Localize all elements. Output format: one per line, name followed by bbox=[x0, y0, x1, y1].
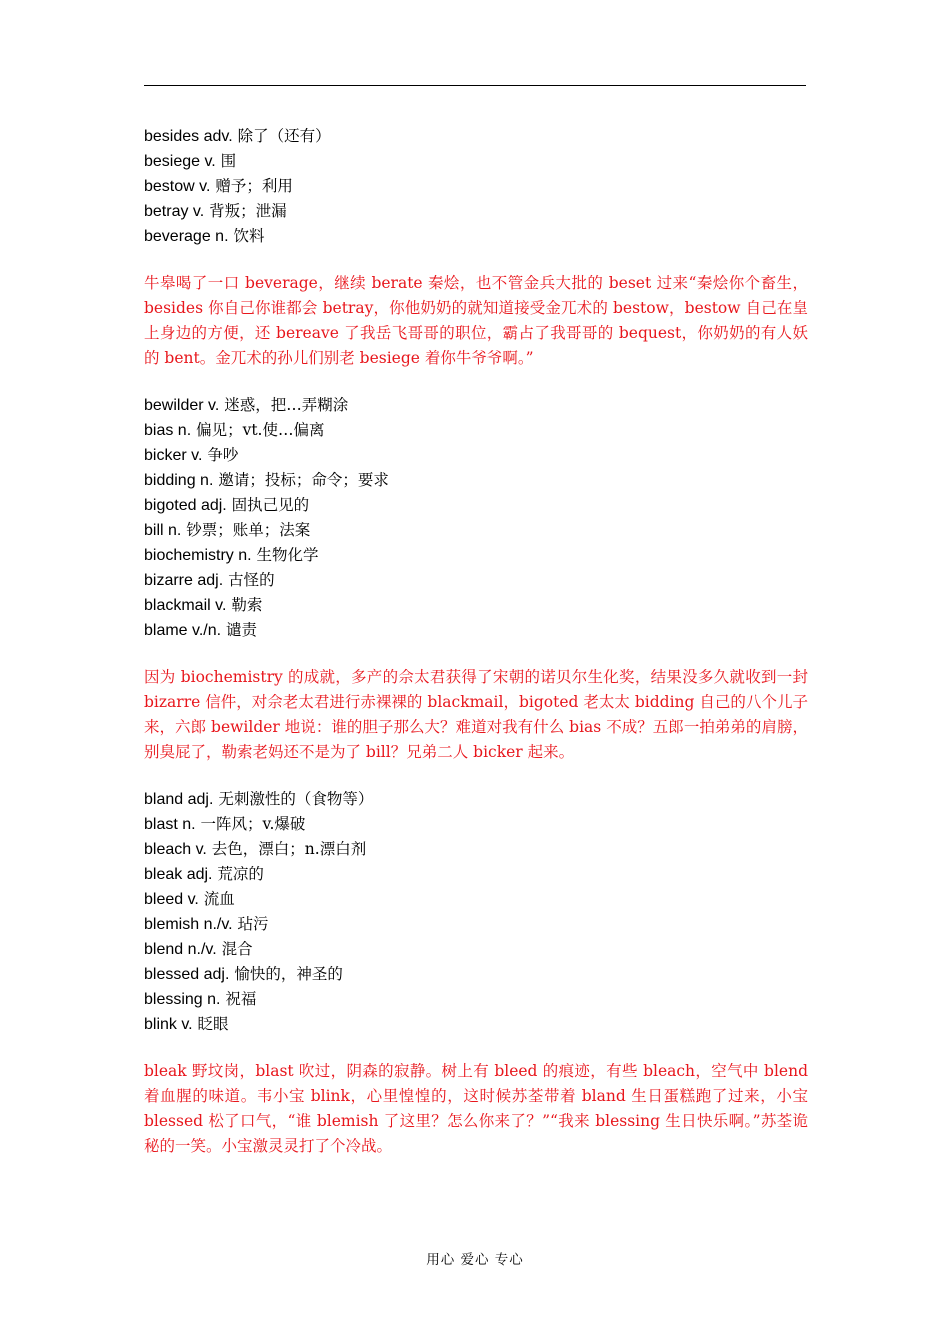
vocab-list-1 bbox=[144, 124, 808, 249]
vocab-entry bbox=[144, 862, 808, 887]
vocab-meaning: 荒凉的 bbox=[212, 865, 264, 883]
vocab-list-2 bbox=[144, 393, 808, 643]
vocab-entry bbox=[144, 837, 808, 862]
page-content bbox=[144, 124, 808, 1181]
mnemonic-story-1: 牛皋喝了一口 beverage，继续 berate 秦烩，也不管金兵大批的 beset 过来“秦烩你个畜生，besides 你自己你谁都会 betray，你他奶奶的就知道接受金兀术的 bestow，bestow 自己在皇上身边的方便，还 bereave 了我岳飞哥哥的职位，霸占了我哥哥的 bequest，你奶奶的有人妖的 bent。金兀术的孙儿们别老 besiege 着你牛爷爷啊。” bbox=[144, 274, 808, 367]
header-rule bbox=[144, 85, 806, 86]
vocab-word: bleed v. bbox=[144, 891, 199, 908]
vocab-meaning: 愉快的，神圣的 bbox=[229, 965, 343, 983]
vocab-word: besiege v. bbox=[144, 153, 216, 170]
vocab-word: beverage n. bbox=[144, 228, 229, 245]
vocab-entry bbox=[144, 937, 808, 962]
vocab-meaning: 争吵 bbox=[202, 446, 239, 464]
vocab-meaning: 无刺激性的（食物等） bbox=[213, 790, 374, 808]
vocab-entry bbox=[144, 443, 808, 468]
vocab-meaning: 迷惑，把…弄糊涂 bbox=[219, 396, 349, 414]
vocab-word: blink v. bbox=[144, 1016, 193, 1033]
vocab-word: blessing n. bbox=[144, 991, 221, 1008]
vocab-entry bbox=[144, 1012, 808, 1037]
vocab-entry bbox=[144, 468, 808, 493]
vocab-entry bbox=[144, 543, 808, 568]
vocab-word: bland adj. bbox=[144, 791, 214, 808]
vocab-meaning: 背叛；泄漏 bbox=[204, 202, 287, 220]
vocab-word: bestow v. bbox=[144, 178, 211, 195]
vocab-meaning: 钞票；账单；法案 bbox=[181, 521, 311, 539]
vocab-meaning: 去色，漂白；n.漂白剂 bbox=[206, 840, 367, 858]
vocab-word: blemish n./v. bbox=[144, 916, 233, 933]
vocab-meaning: 一阵风；v.爆破 bbox=[195, 815, 306, 833]
vocab-word: bewilder v. bbox=[144, 397, 220, 414]
vocab-meaning: 混合 bbox=[216, 940, 253, 958]
vocab-meaning: 固执己见的 bbox=[226, 496, 310, 514]
vocab-word: betray v. bbox=[144, 203, 205, 220]
vocab-entry bbox=[144, 618, 808, 643]
vocab-word: bicker v. bbox=[144, 447, 203, 464]
vocab-word: blast n. bbox=[144, 816, 196, 833]
vocab-entry bbox=[144, 593, 808, 618]
vocab-word: bias n. bbox=[144, 422, 192, 439]
vocab-meaning: 围 bbox=[215, 152, 237, 170]
vocab-word: blend n./v. bbox=[144, 941, 217, 958]
vocab-list-3 bbox=[144, 787, 808, 1037]
vocab-meaning: 流血 bbox=[198, 890, 235, 908]
vocab-entry bbox=[144, 887, 808, 912]
vocab-entry bbox=[144, 787, 808, 812]
vocab-meaning: 饮料 bbox=[228, 227, 265, 245]
vocab-entry bbox=[144, 199, 808, 224]
vocab-meaning: 生物化学 bbox=[251, 546, 319, 564]
vocab-entry bbox=[144, 224, 808, 249]
vocab-word: blame v./n. bbox=[144, 622, 222, 639]
vocab-entry bbox=[144, 518, 808, 543]
vocab-entry bbox=[144, 987, 808, 1012]
vocab-meaning: 除了（还有） bbox=[232, 127, 331, 145]
vocab-word: bleak adj. bbox=[144, 866, 213, 883]
vocab-meaning: 古怪的 bbox=[223, 571, 275, 589]
vocab-word: bleach v. bbox=[144, 841, 207, 858]
vocab-entry bbox=[144, 174, 808, 199]
vocab-entry bbox=[144, 418, 808, 443]
vocab-entry bbox=[144, 568, 808, 593]
vocab-word: besides adv. bbox=[144, 128, 233, 145]
vocab-entry bbox=[144, 149, 808, 174]
vocab-entry bbox=[144, 493, 808, 518]
vocab-entry bbox=[144, 393, 808, 418]
vocab-meaning: 眨眼 bbox=[192, 1015, 229, 1033]
vocab-entry bbox=[144, 912, 808, 937]
page-footer: 用心 爱心 专心 bbox=[426, 1252, 524, 1268]
vocab-meaning: 偏见；vt.使…偏离 bbox=[191, 421, 325, 439]
vocab-meaning: 祝福 bbox=[220, 990, 257, 1008]
vocab-meaning: 玷污 bbox=[232, 915, 269, 933]
vocab-word: blackmail v. bbox=[144, 597, 227, 614]
vocab-entry bbox=[144, 812, 808, 837]
vocab-meaning: 勒索 bbox=[226, 596, 263, 614]
vocab-entry bbox=[144, 962, 808, 987]
vocab-meaning: 赠予；利用 bbox=[210, 177, 293, 195]
vocab-word: bizarre adj. bbox=[144, 572, 224, 589]
mnemonic-story-3: bleak 野坟岗，blast 吹过，阴森的寂静。树上有 bleed 的痕迹，有些 bleach，空气中 blend 着血腥的味道。韦小宝 blink，心里惶惶的，这时候苏荃带着 bland 生日蛋糕跑了过来，小宝 blessed 松了口气，“谁 blemish 了这里？怎么你来了？”“我来 blessing 生日快乐啊。”苏荃诡秘的一笑。小宝激灵灵打了个冷战。 bbox=[144, 1062, 808, 1155]
vocab-entry bbox=[144, 124, 808, 149]
vocab-meaning: 谴责 bbox=[221, 621, 258, 639]
mnemonic-story-2: 因为 biochemistry 的成就，多产的佘太君获得了宋朝的诺贝尔生化奖，结果没多久就收到一封 bizarre 信件，对佘老太君进行赤裸裸的 blackmail，bigoted 老太太 bidding 自己的八个儿子来，六郎 bewilder 地说：谁的胆子那么大？难道对我有什么 bias 不成？五郎一拍弟弟的肩膀，别臭屁了，勒索老妈还不是为了 bill？兄弟二人 bicker 起来。 bbox=[144, 668, 808, 761]
vocab-word: blessed adj. bbox=[144, 966, 230, 983]
vocab-word: bill n. bbox=[144, 522, 182, 539]
vocab-meaning: 邀请；投标；命令；要求 bbox=[213, 471, 389, 489]
vocab-word: bidding n. bbox=[144, 472, 214, 489]
vocab-word: bigoted adj. bbox=[144, 497, 227, 514]
vocab-word: biochemistry n. bbox=[144, 547, 252, 564]
